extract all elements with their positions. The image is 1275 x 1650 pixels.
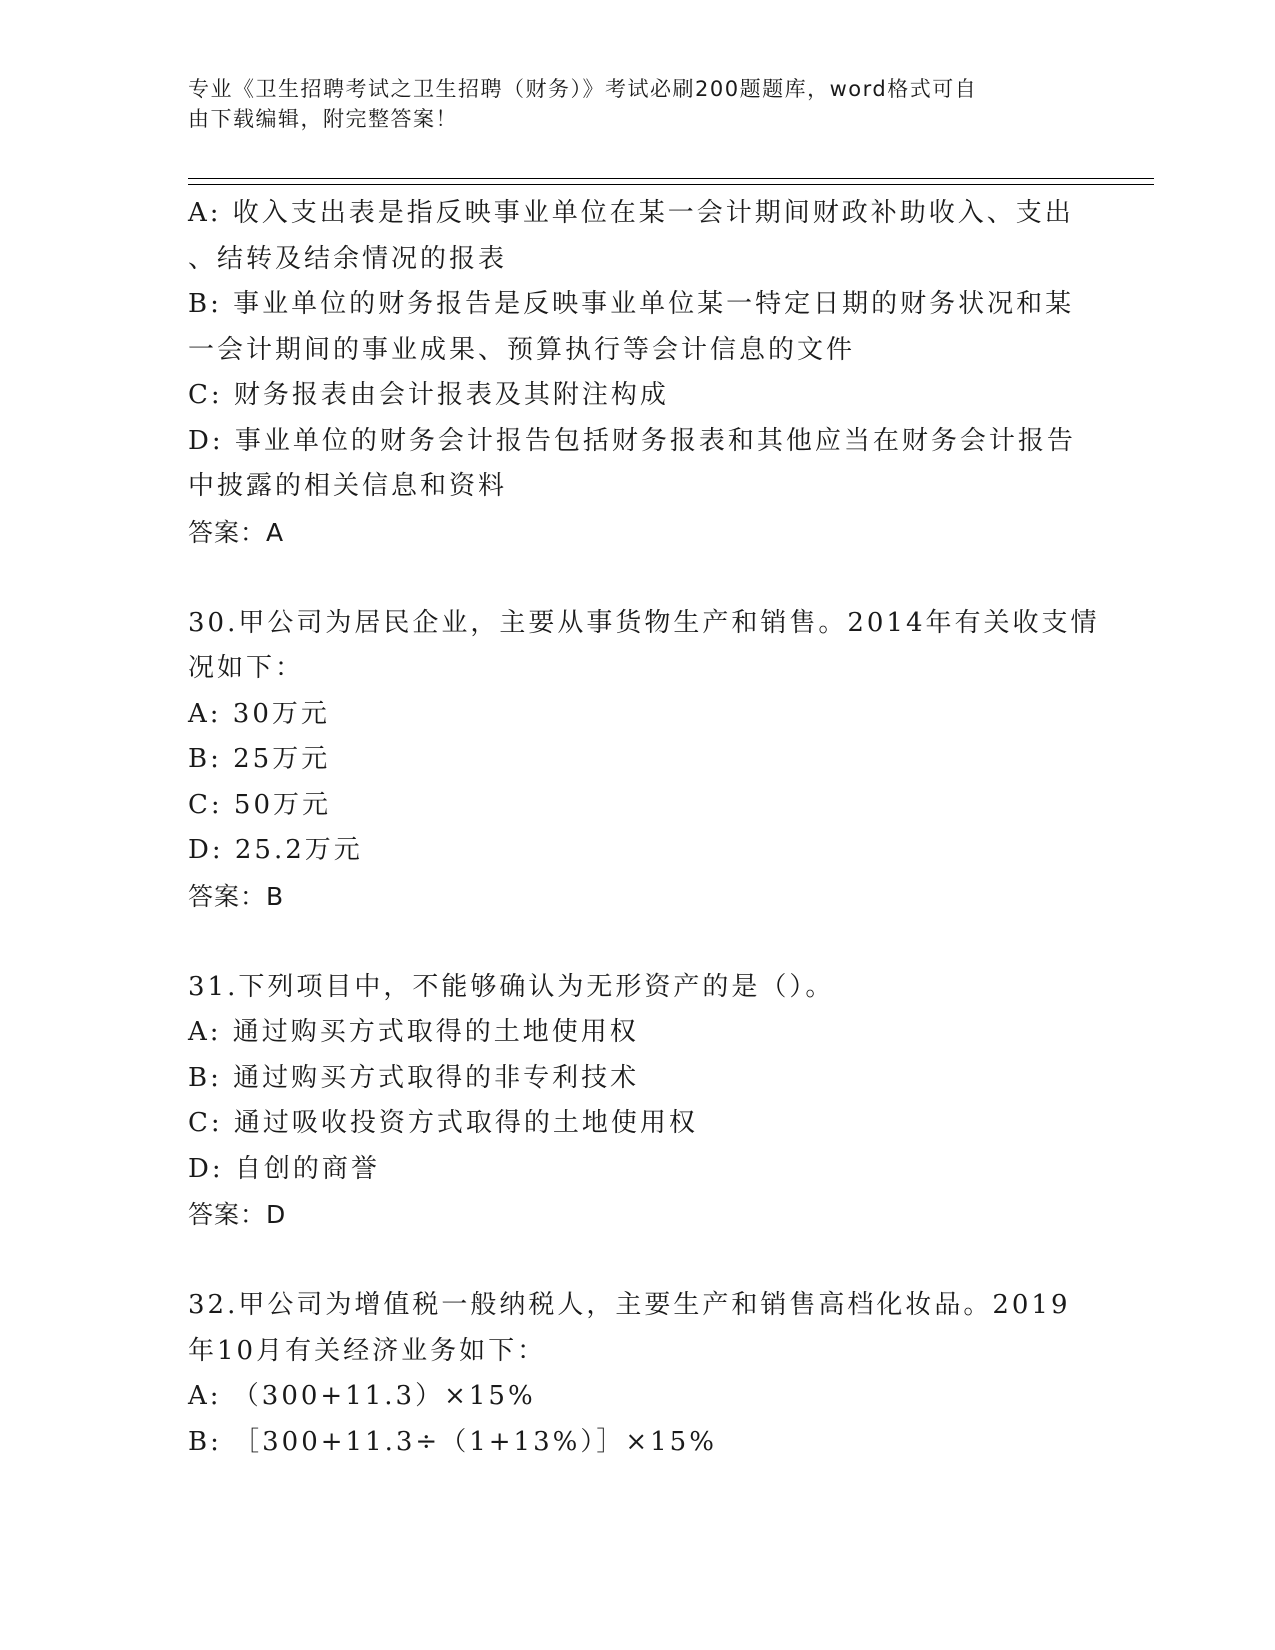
option-a: A: （300+11.3）×15% xyxy=(188,1381,536,1411)
option-c-line-1: C: 财务报表由会计报表及其附注构成 xyxy=(188,380,669,410)
header-divider-top xyxy=(188,178,1154,179)
option-b: B: 通过购买方式取得的非专利技术 xyxy=(188,1062,640,1093)
option-a: A: 30万元 xyxy=(188,698,330,729)
question-32 xyxy=(188,1283,1088,1465)
question-30 xyxy=(188,601,1100,920)
question-spacer xyxy=(188,919,1088,965)
option-a-line-1: A: 收入支出表是指反映事业单位在某一会计期间财政补助收入、支出 xyxy=(188,198,1074,228)
answer-label: 答案：B xyxy=(188,881,285,911)
question-31 xyxy=(188,965,1088,1238)
option-d-line-1: D: 事业单位的财务会计报告包括财务报表和其他应当在财务会计报告 xyxy=(188,425,1076,456)
option-b: B: ［300+11.3÷（1+13%）］×15% xyxy=(188,1426,717,1457)
question-content xyxy=(188,191,1100,1465)
header-line-1: 专业《卫生招聘考试之卫生招聘（财务）》考试必刷200题题库，word格式可自 xyxy=(188,77,978,101)
question-stem-line-1: 30.甲公司为居民企业，主要从事货物生产和销售。2014年有关收支情 xyxy=(188,607,1100,638)
answer-label: 答案：A xyxy=(188,517,285,547)
question-stem-line-2: 年10月有关经济业务如下： xyxy=(188,1335,547,1366)
option-d-line-2: 中披露的相关信息和资料 xyxy=(188,471,508,501)
option-a: A: 通过购买方式取得的土地使用权 xyxy=(188,1017,639,1047)
question-29 xyxy=(188,191,1088,555)
option-b-line-1: B: 事业单位的财务报告是反映事业单位某一特定日期的财务状况和某 xyxy=(188,289,1075,319)
question-stem-line-2: 况如下： xyxy=(188,653,305,683)
option-a-line-2: 、结转及结余情况的报表 xyxy=(188,243,508,274)
header-line-2: 由下载编辑，附完整答案！ xyxy=(188,107,458,131)
option-b: B: 25万元 xyxy=(188,744,331,774)
option-d: D: 25.2万元 xyxy=(188,835,363,865)
option-b-line-2: 一会计期间的事业成果、预算执行等会计信息的文件 xyxy=(188,334,856,365)
question-stem-line-1: 31.下列项目中，不能够确认为无形资产的是（）。 xyxy=(188,971,835,1002)
answer-label: 答案：D xyxy=(188,1200,287,1229)
question-spacer xyxy=(188,1238,1088,1284)
question-spacer xyxy=(188,555,1088,601)
document-header xyxy=(188,74,1088,134)
option-d: D: 自创的商誉 xyxy=(188,1153,380,1184)
option-c: C: 通过吸收投资方式取得的土地使用权 xyxy=(188,1108,698,1138)
option-c: C: 50万元 xyxy=(188,789,332,820)
header-divider-bottom xyxy=(188,184,1154,185)
question-stem-line-1: 32.甲公司为增值税一般纳税人，主要生产和销售高档化妆品。2019 xyxy=(188,1290,1071,1320)
